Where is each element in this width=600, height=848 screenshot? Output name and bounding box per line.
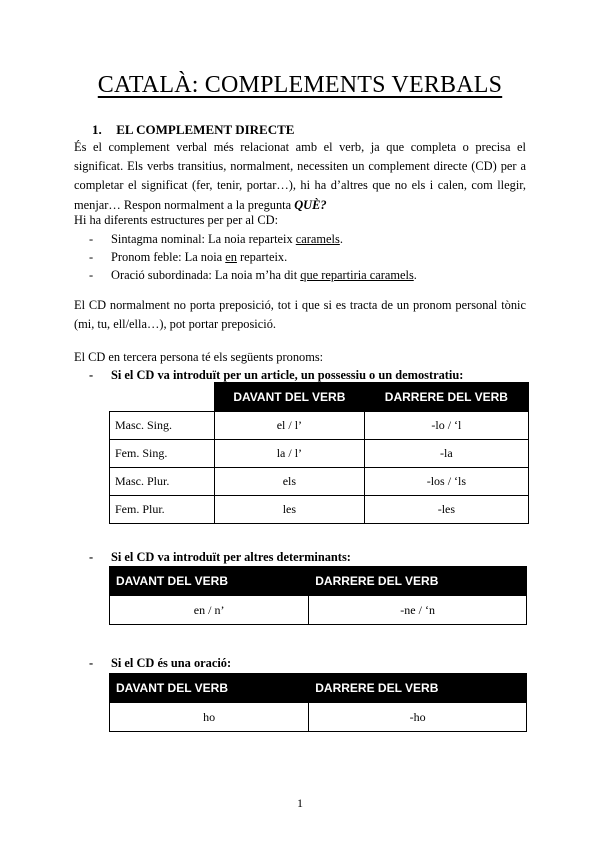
structure-underlined: en xyxy=(225,250,237,264)
section-title: EL COMPLEMENT DIRECTE xyxy=(116,122,295,137)
case1-pronoun-table xyxy=(109,382,529,524)
table-header-row xyxy=(110,674,527,703)
header-after-verb: DARRERE DEL VERB xyxy=(309,567,527,596)
intro-question: QUÈ? xyxy=(294,197,327,212)
cell-after: -ho xyxy=(309,703,527,732)
table-row xyxy=(110,412,529,440)
page-number: 1 xyxy=(297,796,303,810)
header-before-verb: DAVANT DEL VERB xyxy=(215,383,365,412)
intro-paragraph xyxy=(74,138,526,215)
header-after-verb: DARRERE DEL VERB xyxy=(309,674,527,703)
row-label: Fem. Plur. xyxy=(110,496,215,524)
row-label: Masc. Plur. xyxy=(110,468,215,496)
bullet-dash: - xyxy=(89,550,94,564)
case3-pronoun-table xyxy=(109,673,527,732)
structure-item xyxy=(89,268,417,283)
row-label: Masc. Sing. xyxy=(110,412,215,440)
structure-suffix: reparteix. xyxy=(236,250,288,264)
bullet-dash: - xyxy=(89,232,94,246)
structure-text: Pronom feble: La noia xyxy=(111,250,226,264)
bullet-dash: - xyxy=(89,268,94,282)
structure-suffix: . xyxy=(413,268,417,282)
structure-suffix: . xyxy=(339,232,343,246)
table-header-row xyxy=(110,383,529,412)
structure-item xyxy=(89,250,287,265)
bullet-dash: - xyxy=(89,250,94,264)
case3-label xyxy=(89,656,231,671)
table-row xyxy=(110,440,529,468)
cell-before: la / l’ xyxy=(215,440,365,468)
section-heading xyxy=(92,122,294,138)
intro-text: És el complement verbal més relacionat amb el verb, ja que completa o precisa el significat. Els verbs transitius, normalment, necessiten un complement directe (CD) per a completar el significat (fer, tenir, portar…), hi ha d’altres que no els i calen, com llegir, menjar… Respon normalment a la pregunta xyxy=(74,140,526,212)
cell-after: -ne / ‘n xyxy=(309,596,527,625)
cell-after: -los / ‘ls xyxy=(364,468,528,496)
header-after-verb: DARRERE DEL VERB xyxy=(364,383,528,412)
document-title: CATALÀ: COMPLEMENTS VERBALS xyxy=(97,72,503,98)
table-row xyxy=(110,468,529,496)
cell-before: el / l’ xyxy=(215,412,365,440)
cell-before: ho xyxy=(110,703,309,732)
pronouns-intro: El CD en tercera persona té els següents pronoms: xyxy=(74,350,324,364)
cell-before: els xyxy=(215,468,365,496)
structure-text: Oració subordinada: La noia m’ha dit xyxy=(111,268,301,282)
case2-text: Si el CD va introduït per altres determinants: xyxy=(111,550,351,564)
structures-intro: Hi ha diferents estructures per per al CD: xyxy=(74,213,279,227)
header-before-verb: DAVANT DEL VERB xyxy=(110,567,309,596)
cell-before: en / n’ xyxy=(110,596,309,625)
preposition-note: El CD normalment no porta preposició, tot i que si es tracta de un pronom personal tònic (mi, tu, ell/ella…), pot portar preposició. xyxy=(74,298,526,332)
cell-before: les xyxy=(215,496,365,524)
bullet-dash: - xyxy=(89,368,94,382)
case3-text: Si el CD és una oració: xyxy=(111,656,232,670)
case1-text: Si el CD va introduït per un article, un possessiu o un demostratiu: xyxy=(111,368,464,382)
case2-label xyxy=(89,550,351,565)
structure-item xyxy=(89,232,343,247)
table-corner xyxy=(110,383,215,412)
section-number: 1. xyxy=(92,122,102,137)
cell-after: -les xyxy=(364,496,528,524)
table-row xyxy=(110,596,527,625)
table-row xyxy=(110,496,529,524)
cell-after: -lo / ‘l xyxy=(364,412,528,440)
structure-text: Sintagma nominal: La noia reparteix xyxy=(111,232,296,246)
row-label: Fem. Sing. xyxy=(110,440,215,468)
cell-after: -la xyxy=(364,440,528,468)
structure-underlined: que repartiria caramels xyxy=(300,268,414,282)
header-before-verb: DAVANT DEL VERB xyxy=(110,674,309,703)
table-row xyxy=(110,703,527,732)
bullet-dash: - xyxy=(89,656,94,670)
case1-label xyxy=(89,368,463,383)
table-header-row xyxy=(110,567,527,596)
case2-pronoun-table xyxy=(109,566,527,625)
structure-underlined: caramels xyxy=(295,232,340,246)
